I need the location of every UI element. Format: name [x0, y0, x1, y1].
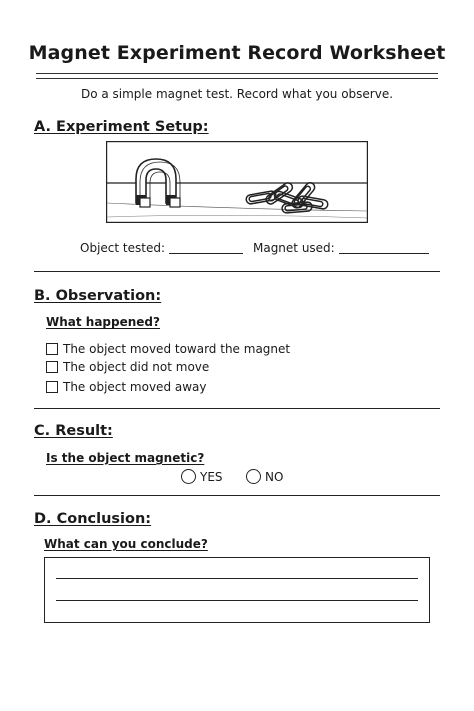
magnet-used-field[interactable] — [339, 242, 429, 254]
option-label: The object moved toward the magnet — [63, 342, 291, 356]
no-option[interactable] — [246, 469, 283, 484]
divider — [34, 495, 440, 496]
checkbox[interactable] — [46, 381, 58, 393]
answer-line[interactable] — [56, 600, 418, 601]
section-b-heading: B. Observation: — [34, 288, 162, 304]
section-d-heading: D. Conclusion: — [34, 511, 152, 527]
page-title: Magnet Experiment Record Worksheet — [28, 42, 446, 64]
instructions: Do a simple magnet test. Record what you observe. — [80, 87, 394, 101]
no-label: NO — [265, 469, 284, 484]
yes-label: YES — [200, 469, 223, 484]
divider — [34, 408, 440, 409]
conclusion-question: What can you conclude? — [44, 537, 208, 551]
object-tested-field[interactable] — [169, 242, 243, 254]
conclusion-answer-box[interactable] — [44, 557, 430, 623]
title-divider — [36, 73, 438, 79]
object-tested-label: Object tested: — [80, 241, 165, 255]
no-radio[interactable] — [246, 469, 261, 484]
setup-fields — [80, 241, 429, 255]
answer-line[interactable] — [56, 578, 418, 579]
section-c-heading: C. Result: — [34, 423, 113, 439]
option-label: The object moved away — [63, 380, 207, 394]
option-did-not-move[interactable] — [46, 360, 209, 374]
divider — [34, 271, 440, 272]
option-moved-away[interactable] — [46, 380, 207, 394]
experiment-illustration — [106, 141, 368, 223]
yes-radio[interactable] — [181, 469, 196, 484]
magnet-used-label: Magnet used: — [252, 241, 335, 255]
checkbox[interactable] — [46, 343, 58, 355]
checkbox[interactable] — [46, 361, 58, 373]
section-b-subheading: What happened? — [46, 315, 160, 329]
option-label: The object did not move — [63, 360, 210, 374]
section-a-heading: A. Experiment Setup: — [34, 119, 209, 135]
yes-option[interactable] — [181, 469, 223, 484]
option-moved-toward[interactable] — [46, 342, 290, 356]
experiment-illustration-svg — [106, 141, 368, 223]
magnetic-question: Is the object magnetic? — [46, 451, 205, 465]
